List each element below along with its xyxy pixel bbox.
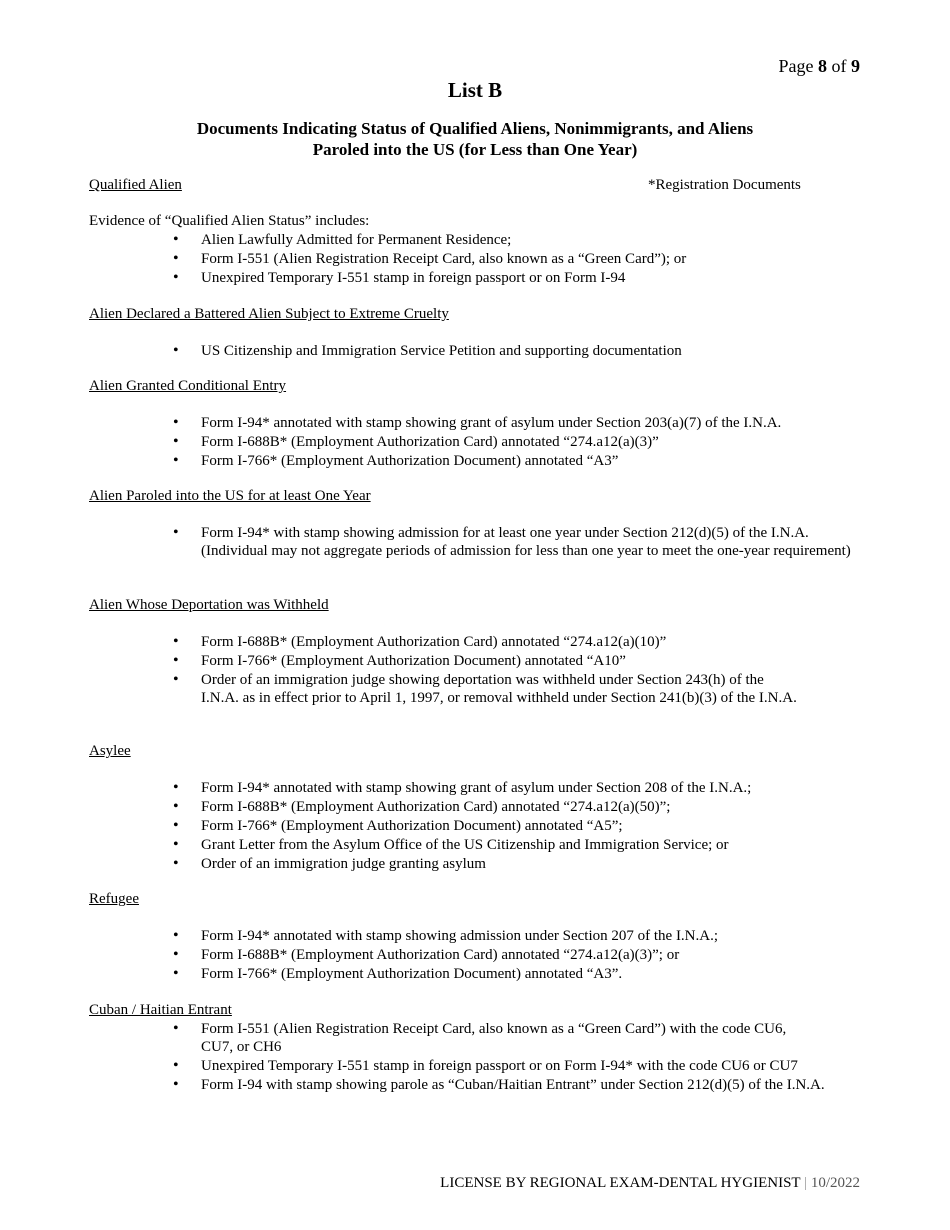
list-item: • Order of an immigration judge showing deportation was withheld under Section 243(h) of the I.N.A. as in effect prior to April 1, 1997, or removal withheld under Section 241(b)(3) of the I.N.A. [201,671,801,707]
list-item: • Alien Lawfully Admitted for Permanent Residence; [201,231,851,249]
page-number [779,56,861,77]
list-item: • Form I-94* with stamp showing admission for at least one year under Section 212(d)(5) of the I.N.A. (Individual may not aggregate periods of admission for less than one year to meet the one-year requirement) [201,524,851,560]
refugee-list [201,927,851,984]
asylee-list [201,779,851,874]
page-of: of [827,56,851,76]
footer-text: LICENSE BY REGIONAL EXAM-DENTAL HYGIENIST [440,1175,801,1191]
paroled-list [201,524,851,561]
page-total: 9 [851,56,860,76]
list-item: • Order of an immigration judge granting asylum [201,855,851,873]
footer [440,1175,860,1192]
list-item: • Form I-94* annotated with stamp showing admission under Section 207 of the I.N.A.; [201,927,851,945]
list-item: • Form I-688B* (Employment Authorization Card) annotated “274.a12(a)(3)”; or [201,946,851,964]
qualified-intro: Evidence of “Qualified Alien Status” includes: [89,213,370,229]
heading-paroled-one-year: Alien Paroled into the US for at least One Year [89,488,371,504]
list-item: • Form I-688B* (Employment Authorization Card) annotated “274.a12(a)(3)” [201,433,851,451]
page-prefix: Page [778,56,818,76]
list-item: • Unexpired Temporary I-551 stamp in foreign passport or on Form I-94* with the code CU6 or CU7 [201,1057,801,1075]
heading-refugee: Refugee [89,891,139,907]
battered-list [201,342,851,361]
cuban-list [201,1020,851,1095]
list-item: • Form I-94* annotated with stamp showing grant of asylum under Section 203(a)(7) of the I.N.A. [201,414,851,432]
heading-battered-alien: Alien Declared a Battered Alien Subject to Extreme Cruelty [89,306,449,322]
heading-cuban-haitian-entrant: Cuban / Haitian Entrant [89,1002,232,1018]
list-item: • Form I-94 with stamp showing parole as “Cuban/Haitian Entrant” under Section 212(d)(5) of the I.N.A. [201,1076,861,1094]
conditional-list [201,414,851,471]
list-item: • Unexpired Temporary I-551 stamp in foreign passport or on Form I-94 [201,269,851,287]
qualified-list [201,231,851,288]
page-current: 8 [818,56,827,76]
list-item: • Form I-94* annotated with stamp showing grant of asylum under Section 208 of the I.N.A.; [201,779,851,797]
footer-date: 10/2022 [810,1175,860,1191]
heading-qualified-alien: Qualified Alien [89,177,182,193]
heading-asylee: Asylee [89,743,131,759]
withheld-list [201,633,801,708]
footer-separator: | [800,1175,811,1191]
registration-note: *Registration Documents [648,177,801,193]
list-item: • Form I-766* (Employment Authorization Document) annotated “A10” [201,652,801,670]
subtitle-line-2: Paroled into the US (for Less than One Year) [312,140,638,159]
list-item: • Form I-766* (Employment Authorization Document) annotated “A5”; [201,817,851,835]
list-item: • Form I-688B* (Employment Authorization Card) annotated “274.a12(a)(10)” [201,633,801,651]
list-title: List B [447,78,503,102]
list-item: • Form I-766* (Employment Authorization Document) annotated “A3”. [201,965,851,983]
list-item: • Form I-551 (Alien Registration Receipt Card, also known as a “Green Card”) with the code CU6, CU7, or CH6 [201,1020,791,1056]
document-subtitle [0,118,950,160]
list-item: • Form I-551 (Alien Registration Receipt Card, also known as a “Green Card”); or [201,250,851,268]
list-item: • Grant Letter from the Asylum Office of the US Citizenship and Immigration Service; or [201,836,851,854]
list-item: • Form I-688B* (Employment Authorization Card) annotated “274.a12(a)(50)”; [201,798,851,816]
list-item: • US Citizenship and Immigration Service Petition and supporting documentation [201,342,851,360]
list-item: • Form I-766* (Employment Authorization Document) annotated “A3” [201,452,851,470]
heading-conditional-entry: Alien Granted Conditional Entry [89,378,287,394]
heading-deportation-withheld: Alien Whose Deportation was Withheld [89,597,329,613]
subtitle-line-1: Documents Indicating Status of Qualified Aliens, Nonimmigrants, and Aliens [196,119,754,138]
